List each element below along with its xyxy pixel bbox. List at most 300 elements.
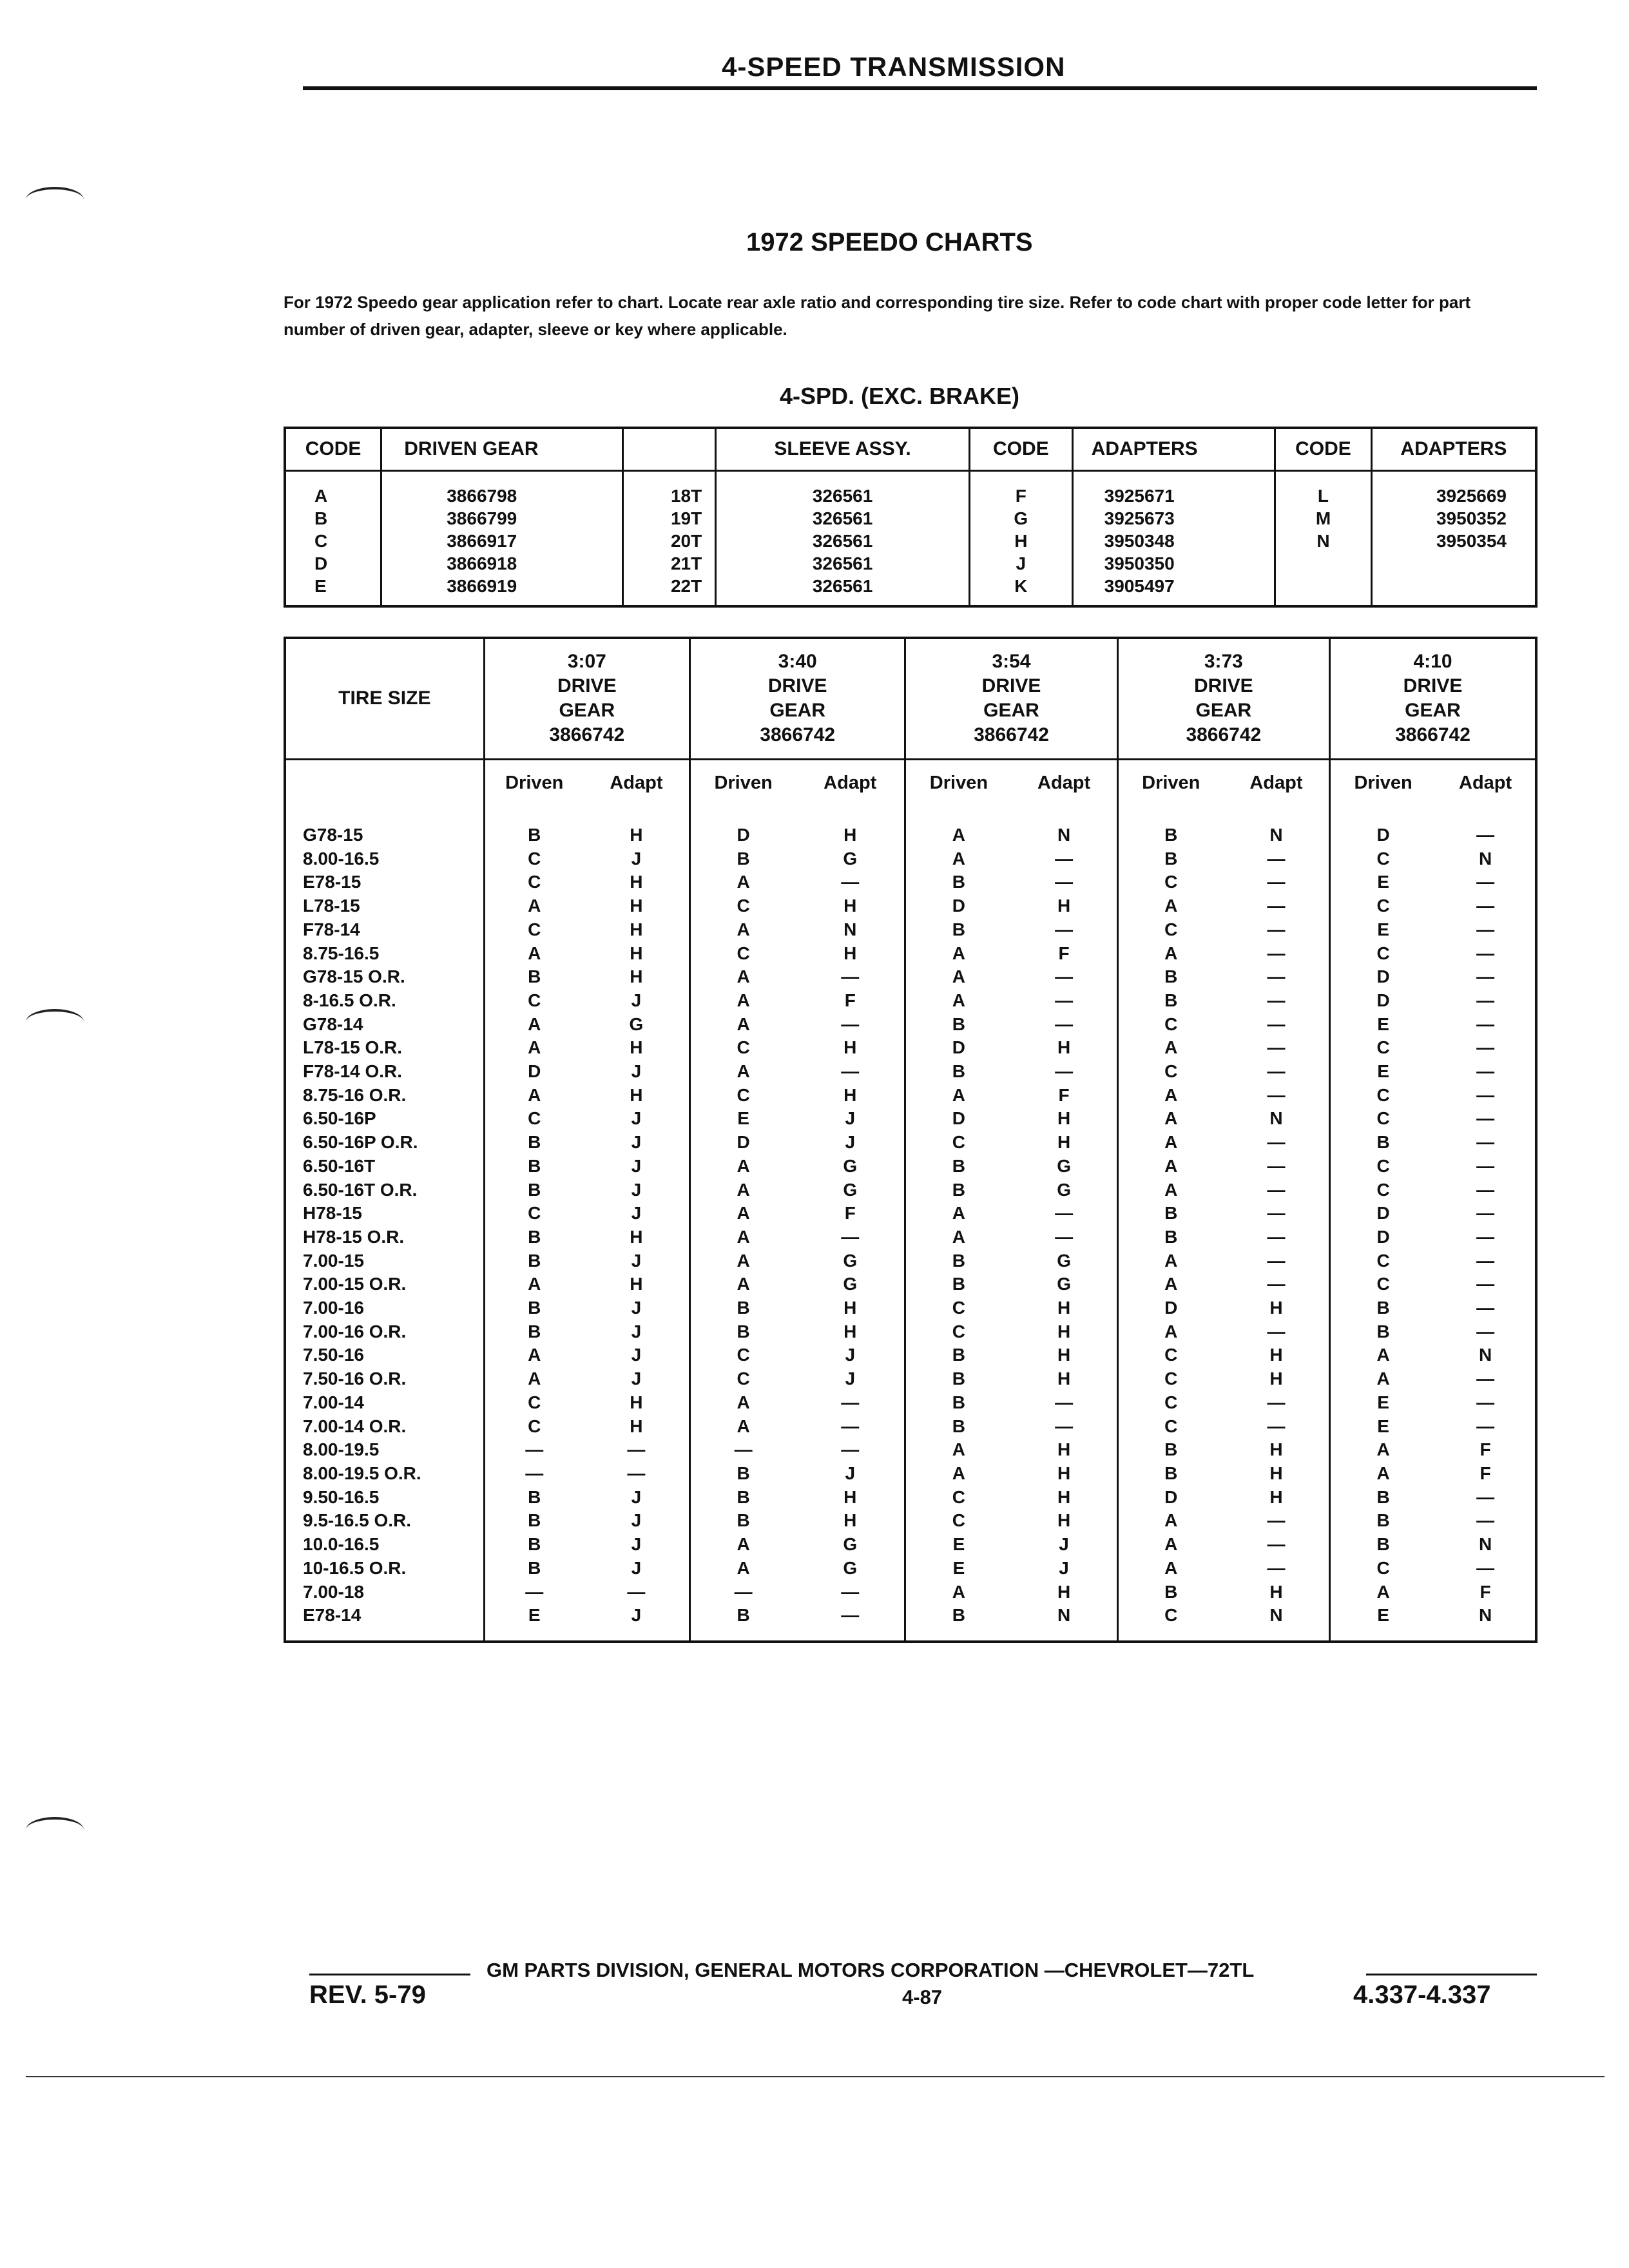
ratio-label: 3:73 [1204,651,1243,673]
adapter-cell: 3950352 [1371,507,1536,530]
section-number: 4.337-4.337 [1353,1981,1491,2009]
adapt-cell: — [1267,1274,1286,1294]
driven-cell: C [484,847,584,871]
page-number: 4-87 [902,1986,943,2008]
driven-cell: — [484,1438,584,1462]
adapt-cell: — [1267,943,1286,963]
driven-cell: A [1117,1107,1224,1131]
tire-subheader-empty [285,759,484,807]
code-cell: C [285,530,381,552]
adapt-cell: — [1055,966,1074,987]
adapt-cell: — [1476,1132,1495,1153]
adapt-cell: H [843,896,857,916]
sleeve-cell: 326561 [716,575,970,606]
adapt-cell: J [631,1132,642,1153]
drive-label: DRIVE [1403,675,1463,697]
driven-cell: A [905,823,1012,847]
adapt-cell: J [845,1369,856,1389]
driven-cell: C [1117,918,1224,942]
table-row [285,1509,1536,1533]
tire-size-cell: L78-15 O.R. [303,1037,403,1058]
driven-cell: B [905,1415,1012,1439]
adapt-cell: G [1057,1155,1071,1176]
driven-cell: B [905,1178,1012,1202]
header-cell: CODE [1275,428,1372,470]
spacer-cell [1117,1628,1224,1642]
adapt-cell: — [1476,872,1495,892]
driven-cell: A [1117,1036,1224,1060]
driven-cell: B [1117,1202,1224,1225]
teeth-cell: 21T [622,552,716,575]
driven-cell: B [690,847,796,871]
binder-mark [26,187,84,213]
driven-cell: A [690,1013,796,1037]
driven-cell: B [484,1533,584,1557]
ratio-label: 3:54 [992,651,1031,673]
code-cell: K [969,575,1072,606]
adapt-cell: H [630,1274,643,1294]
driven-cell: — [484,1581,584,1604]
adapt-cell: H [843,1084,857,1105]
driven-cell: C [484,1202,584,1225]
driven-cell: A [1117,1084,1224,1108]
adapt-cell: H [1269,1581,1283,1602]
adapt-cell: J [631,1179,642,1200]
tire-size-cell: 6.50-16T O.R. [303,1179,418,1200]
table-row [285,1249,1536,1273]
adapter-cell [1371,575,1536,606]
adapt-cell: J [631,990,642,1010]
adapt-cell: H [843,1510,857,1531]
driven-cell: B [484,1131,584,1155]
driven-cell: B [484,1296,584,1320]
tire-size-cell: 7.50-16 [303,1345,364,1365]
adapt-cell: H [1057,1486,1071,1507]
spacer-cell [584,807,690,823]
adapt-subheader: Adapt [1037,773,1091,794]
adapt-cell: — [1055,919,1074,939]
driven-cell: C [484,870,584,894]
adapt-cell: G [843,1557,858,1578]
adapt-cell: F [844,1203,856,1224]
footer-rule-left [309,1974,470,1975]
code-cell: F [969,470,1072,507]
driven-cell: A [690,1202,796,1225]
spacer-cell [584,1628,690,1642]
tire-size-cell: 6.50-16P O.R. [303,1132,418,1153]
table-row [285,870,1536,894]
tire-size-cell: 7.50-16 O.R. [303,1369,407,1389]
adapt-cell: G [1057,1250,1071,1271]
driven-cell: A [1117,942,1224,966]
table-row [285,1604,1536,1628]
driven-cell: B [484,965,584,989]
driven-cell: — [690,1581,796,1604]
adapt-cell: H [630,943,643,963]
driven-cell: A [905,1202,1012,1225]
tire-size-cell: 6.50-16P [303,1108,376,1129]
driven-cell: E [1330,1060,1436,1084]
ratio-header-373 [1117,638,1329,759]
driven-cell: B [484,1155,584,1178]
driven-cell: C [1330,942,1436,966]
driven-cell: E [484,1604,584,1628]
adapt-cell: — [1055,872,1074,892]
tire-size-cell: 8.00-16.5 [303,848,380,869]
table-row [285,470,1536,507]
driven-cell: A [484,1367,584,1391]
driven-gear-cell: 3866918 [381,552,622,575]
adapt-cell: H [1057,1298,1071,1318]
tire-size-table [284,637,1537,1643]
table-row [285,530,1536,552]
adapt-cell: H [1057,1345,1071,1365]
adapt-cell: — [841,1605,860,1626]
code-cell [1275,575,1372,606]
adapt-cell: H [1057,1510,1071,1531]
driven-cell: E [1330,1391,1436,1415]
driven-cell: C [905,1296,1012,1320]
driven-cell: C [1117,1604,1224,1628]
table-row [285,1178,1536,1202]
tire-size-cell: F78-14 [303,919,360,939]
driven-cell: E [1330,918,1436,942]
gear-label: GEAR [1195,700,1252,722]
adapt-cell: H [1057,1439,1071,1460]
adapt-cell: H [630,919,643,939]
driven-cell: C [1117,1013,1224,1037]
driven-cell: B [1117,1438,1224,1462]
driven-cell: A [690,989,796,1013]
ratio-label: 4:10 [1413,651,1452,673]
adapt-cell: N [1269,1605,1283,1626]
table-row [285,1486,1536,1510]
adapt-cell: H [630,966,643,987]
driven-cell: A [1117,1320,1224,1344]
adapt-cell: H [1057,1321,1071,1341]
adapt-cell: — [1055,1416,1074,1436]
driven-cell: C [484,1415,584,1439]
driven-cell: B [1117,1225,1224,1249]
adapt-cell: J [845,1345,856,1365]
driven-cell: — [484,1462,584,1486]
teeth-cell: 22T [622,575,716,606]
subheader-row [285,759,1536,807]
adapt-cell: — [841,1226,860,1247]
driven-cell: D [905,1036,1012,1060]
ratio-label: 3:07 [567,651,606,673]
adapt-cell: J [631,1534,642,1555]
adapt-cell: J [631,1369,642,1389]
driven-cell: B [905,1060,1012,1084]
driven-cell: C [690,1367,796,1391]
drive-label: DRIVE [557,675,617,697]
driven-cell: A [1330,1367,1436,1391]
driven-cell: B [690,1296,796,1320]
sleeve-cell: 326561 [716,507,970,530]
adapt-cell: H [1057,1037,1071,1058]
adapt-cell: G [629,1014,644,1034]
driven-cell: B [905,1391,1012,1415]
driven-cell: C [1330,847,1436,871]
adapt-cell: N [1057,825,1071,845]
adapt-cell: H [630,1226,643,1247]
adapt-cell: — [627,1581,646,1602]
tire-size-cell: 8.75-16 O.R. [303,1084,407,1105]
adapt-cell: H [1269,1463,1283,1483]
adapt-cell: — [841,966,860,987]
tire-size-cell: L78-15 [303,896,360,916]
driven-cell: B [905,1249,1012,1273]
driven-cell: A [905,942,1012,966]
driven-cell: A [690,965,796,989]
adapt-cell: — [1267,1203,1286,1224]
driven-cell: B [690,1509,796,1533]
spacer-cell [1224,807,1330,823]
table-row [285,1225,1536,1249]
driven-cell: D [484,1060,584,1084]
driven-cell: B [905,870,1012,894]
driven-cell: C [690,1084,796,1108]
driven-cell: D [1330,965,1436,989]
spacer-cell [1330,807,1436,823]
driven-cell: C [1330,894,1436,918]
driven-cell: A [484,1343,584,1367]
adapt-cell: — [1476,1321,1495,1341]
gear-label: GEAR [769,700,825,722]
adapt-cell: H [1057,1132,1071,1153]
adapt-subheader: Adapt [1249,773,1303,794]
driven-cell: B [905,1604,1012,1628]
driven-cell: A [690,1249,796,1273]
adapt-cell: — [1267,1250,1286,1271]
tire-size-header: TIRE SIZE [285,638,484,759]
spacer-cell [484,1628,584,1642]
adapt-cell: — [841,1581,860,1602]
adapt-cell: N [1478,1534,1492,1555]
driven-cell: B [1117,989,1224,1013]
driven-subheader: Driven [484,759,584,807]
adapter-cell: 3925673 [1072,507,1275,530]
driven-cell: B [905,1367,1012,1391]
driven-gear-cell: 3866799 [381,507,622,530]
adapter-cell: 3905497 [1072,575,1275,606]
adapt-cell: — [1267,1155,1286,1176]
adapt-cell: — [627,1463,646,1483]
adapt-cell: H [630,1392,643,1412]
adapt-cell: — [1055,1014,1074,1034]
driven-cell: D [1330,1202,1436,1225]
code-cell: N [1275,530,1372,552]
adapt-cell: — [841,1392,860,1412]
code-table [284,427,1537,608]
spacer-cell [484,807,584,823]
driven-cell: C [1330,1036,1436,1060]
adapt-cell: — [1267,1557,1286,1578]
chart-title: 1972 SPEEDO CHARTS [746,228,1033,256]
driven-cell: A [1117,1533,1224,1557]
table-row [285,575,1536,606]
driven-cell: B [905,1013,1012,1037]
adapt-cell: F [1480,1463,1491,1483]
adapt-cell: H [1269,1486,1283,1507]
adapt-cell: — [841,1061,860,1082]
adapt-cell: H [1269,1439,1283,1460]
adapt-cell: — [1476,1226,1495,1247]
tire-size-cell: 8.75-16.5 [303,943,380,963]
adapt-cell: — [1267,919,1286,939]
table-row [285,1343,1536,1367]
driven-cell: B [905,1155,1012,1178]
driven-cell: C [1330,1107,1436,1131]
adapt-cell: — [1055,1392,1074,1412]
binder-mark [26,1817,84,1843]
driven-cell: B [484,1509,584,1533]
adapt-cell: J [845,1132,856,1153]
spacer-cell [1117,807,1224,823]
header-cell: ADAPTERS [1072,428,1275,470]
code-cell: M [1275,507,1372,530]
adapt-cell: G [843,1155,858,1176]
driven-cell: C [1117,1415,1224,1439]
adapter-cell: 3925671 [1072,470,1275,507]
adapt-cell: — [1267,990,1286,1010]
table-row [285,1296,1536,1320]
adapt-cell: — [1055,848,1074,869]
driven-cell: A [484,894,584,918]
driven-cell: C [1117,870,1224,894]
adapt-cell: — [1267,1132,1286,1153]
adapt-cell: — [1267,1321,1286,1341]
driven-cell: C [1330,1557,1436,1581]
driven-cell: A [905,1438,1012,1462]
header-cell: CODE [969,428,1072,470]
driven-cell: C [905,1509,1012,1533]
driven-cell: A [1117,1155,1224,1178]
driven-cell: A [690,1178,796,1202]
driven-cell: B [905,1343,1012,1367]
adapt-cell: — [1267,1037,1286,1058]
adapt-cell: H [843,1298,857,1318]
part-number: 3866742 [549,724,625,746]
driven-cell: B [1330,1533,1436,1557]
adapt-cell: H [1057,1581,1071,1602]
ratio-header-354 [905,638,1117,759]
adapt-cell: H [630,825,643,845]
adapt-cell: H [843,943,857,963]
table-row [285,1273,1536,1296]
adapt-cell: F [1480,1581,1491,1602]
driven-cell: C [484,918,584,942]
driven-cell: B [484,1557,584,1581]
adapter-cell [1371,552,1536,575]
adapt-cell: F [1058,1084,1070,1105]
driven-cell: A [690,1273,796,1296]
table-row [285,965,1536,989]
driven-cell: — [690,1438,796,1462]
driven-cell: B [1330,1486,1436,1510]
driven-cell: A [1330,1438,1436,1462]
driven-cell: C [905,1320,1012,1344]
adapt-cell: H [1057,896,1071,916]
adapt-cell: G [843,1250,858,1271]
driven-cell: D [1117,1296,1224,1320]
driven-cell: C [1117,1367,1224,1391]
tire-size-cell: 6.50-16T [303,1155,376,1176]
table-row [285,1036,1536,1060]
header-cell [622,428,716,470]
driven-cell: B [690,1320,796,1344]
tire-size-cell: E78-15 [303,872,361,892]
adapt-cell: — [1267,848,1286,869]
driven-cell: B [905,918,1012,942]
adapt-cell: J [631,1108,642,1129]
adapt-cell: F [1480,1439,1491,1460]
table-row [285,1533,1536,1557]
adapt-cell: — [1055,1226,1074,1247]
teeth-cell: 18T [622,470,716,507]
driven-cell: A [690,1060,796,1084]
driven-cell: A [1330,1462,1436,1486]
adapt-cell: — [1055,1203,1074,1224]
header-cell: ADAPTERS [1371,428,1536,470]
adapt-cell: N [1478,848,1492,869]
driven-gear-cell: 3866798 [381,470,622,507]
table-row [285,989,1536,1013]
adapt-cell: J [631,1321,642,1341]
adapt-cell: — [1476,990,1495,1010]
adapt-cell: — [1476,1014,1495,1034]
spacer-cell [1436,807,1536,823]
adapt-cell: — [1267,966,1286,987]
tire-size-cell: 10-16.5 O.R. [303,1557,407,1578]
driven-cell: C [1330,1155,1436,1178]
spacer-cell [1330,1628,1436,1642]
adapt-cell: — [1267,1084,1286,1105]
adapt-cell: H [1057,1369,1071,1389]
driven-cell: A [690,870,796,894]
adapt-cell: J [845,1463,856,1483]
adapt-cell: J [631,848,642,869]
table-row [285,1131,1536,1155]
adapt-cell: — [1267,896,1286,916]
driven-cell: C [484,1391,584,1415]
adapt-cell: — [1055,990,1074,1010]
code-cell: D [285,552,381,575]
driven-gear-cell: 3866919 [381,575,622,606]
adapt-cell: — [1476,1203,1495,1224]
adapt-cell: J [631,1486,642,1507]
adapt-cell: — [1476,1557,1495,1578]
driven-cell: C [1117,1060,1224,1084]
driven-cell: C [484,1107,584,1131]
adapt-cell: J [631,1298,642,1318]
table-row [285,894,1536,918]
spacer-cell [690,807,796,823]
adapt-cell: — [1267,1014,1286,1034]
driven-cell: A [690,1155,796,1178]
adapt-cell: H [843,1321,857,1341]
binder-mark [26,1009,84,1035]
tire-size-cell: 7.00-18 [303,1581,364,1602]
drive-label: DRIVE [981,675,1041,697]
driven-cell: A [905,847,1012,871]
spacer-cell [905,1628,1012,1642]
adapt-cell: H [630,1416,643,1436]
adapt-cell: N [1269,1108,1283,1129]
adapt-cell: — [1267,1510,1286,1531]
driven-cell: D [1330,989,1436,1013]
